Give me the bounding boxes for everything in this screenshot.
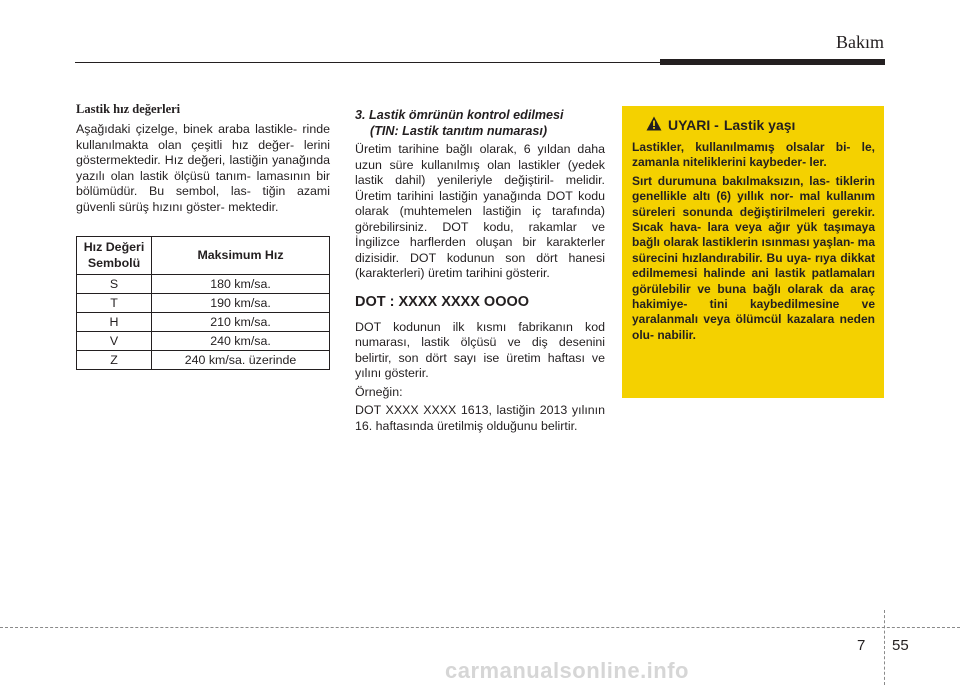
table-cell: S [77,275,152,294]
table-cell: H [77,313,152,332]
table-row [77,294,330,313]
dot-code-heading: DOT : XXXX XXXX OOOO [355,293,530,310]
section-heading: Lastik hız değerleri [76,102,181,116]
table-cell: Z [77,351,152,370]
table-cell: 240 km/sa. üzerinde [152,351,330,370]
table-cell: 240 km/sa. [152,332,330,351]
column-header-max-speed: Maksimum Hız [152,237,330,275]
watermark: carmanualsonline.info [445,658,689,683]
speed-rating-paragraph: Aşağıdaki çizelge, binek araba lastikle- rinde kullanılmakta olan çeşitli hız değer- lerini göstermektedir. Hız değeri, lastiğin yanağında yazılı olan lastik ölçüsü tanım- lamasının bir bölümüdür. Bu sembol, las- tiğin azami güvenli sürüş hızını göster- mektedir. [76,122,330,214]
footer-dashed-rule [0,627,960,628]
tire-life-section [355,108,605,437]
table-row [77,313,330,332]
chapter-title: Bakım [836,32,884,52]
warning-title-suffix: Lastik yaşı [723,117,796,133]
table-row [77,275,330,294]
tire-life-heading-line1: 3. Lastik ömrünün kontrol edilmesi [355,108,564,122]
table-cell: 190 km/sa. [152,294,330,313]
chapter-number: 7 [857,637,866,654]
footer-dashed-divider [884,610,885,685]
warning-triangle-icon [646,116,662,134]
warning-title-prefix: UYARI - [668,117,719,133]
table-cell: V [77,332,152,351]
example-label: Örneğin: [355,384,403,399]
speed-rating-section [76,102,330,215]
table-row [77,332,330,351]
header-rule [75,62,695,63]
dot-example-paragraph: DOT XXXX XXXX 1613, lastiğin 2013 yılının 16. haftasında üretilmiş olduğunu belirtir. [355,403,605,433]
tire-life-heading-line2: (TIN: Lastik tanıtım numarası) [370,123,548,138]
table-cell: T [77,294,152,313]
header-rule-thick [660,59,885,65]
tire-life-heading [355,108,605,139]
table-cell: 210 km/sa. [152,313,330,332]
table-row [77,351,330,370]
warning-paragraph: Lastikler, kullanılmamış olsalar bi- le, zamanla niteliklerini kaybeder- ler. [632,140,875,170]
dot-code-paragraph: DOT kodunun ilk kısmı fabrikanın kod numarası, lastik ölçüsü ve diş desenini belirtir, son dört sayı ise üretim haftası ve yılını gösterir. [355,319,605,380]
table-cell: 180 km/sa. [152,275,330,294]
warning-box [622,106,884,398]
warning-title [646,116,875,134]
tire-life-paragraph: Üretim tarihine bağlı olarak, 6 yıldan daha uzun süre kullanılmış olan lastikler (yedek lastik dahil) yenileriyle değiştiril- melidir. Üretim tarihini lastiğin yanağında DOT kodu olarak (muhtemelen lastiğin iç tarafında) görebilirsiniz. DOT kodu, rakamlar ve İngilizce harflerden oluşan bir karakterler dizisidir. DOT kodunun son dört hanesi (karakterleri) üretim tarihini gösterir. [355,142,605,280]
warning-paragraph: Sırt durumuna bakılmaksızın, las- tiklerin genellikle altı (6) yıllık nor- mal kullanım süreleri sonunda değiştirilmeleri gerekir. Sıcak hava- lara veya ağır yük taşımaya bağlı olarak lastiklerin ısınması yaşlan- ma sürecini hızlandırabilir. Bu uya- rıya dikkat edilmemesi halinde ani lastik patlamaları görülebilir ve buna bağlı olarak da araç hakimiye- tini kaybedilmesine ve yaralanmalı veya ölümcül kazalara neden olu- nabilir. [632,173,875,342]
table-header-row [77,237,330,275]
speed-rating-table [76,236,330,370]
page-number: 55 [892,637,909,654]
column-header-symbol: Hız Değeri Sembolü [77,237,152,275]
